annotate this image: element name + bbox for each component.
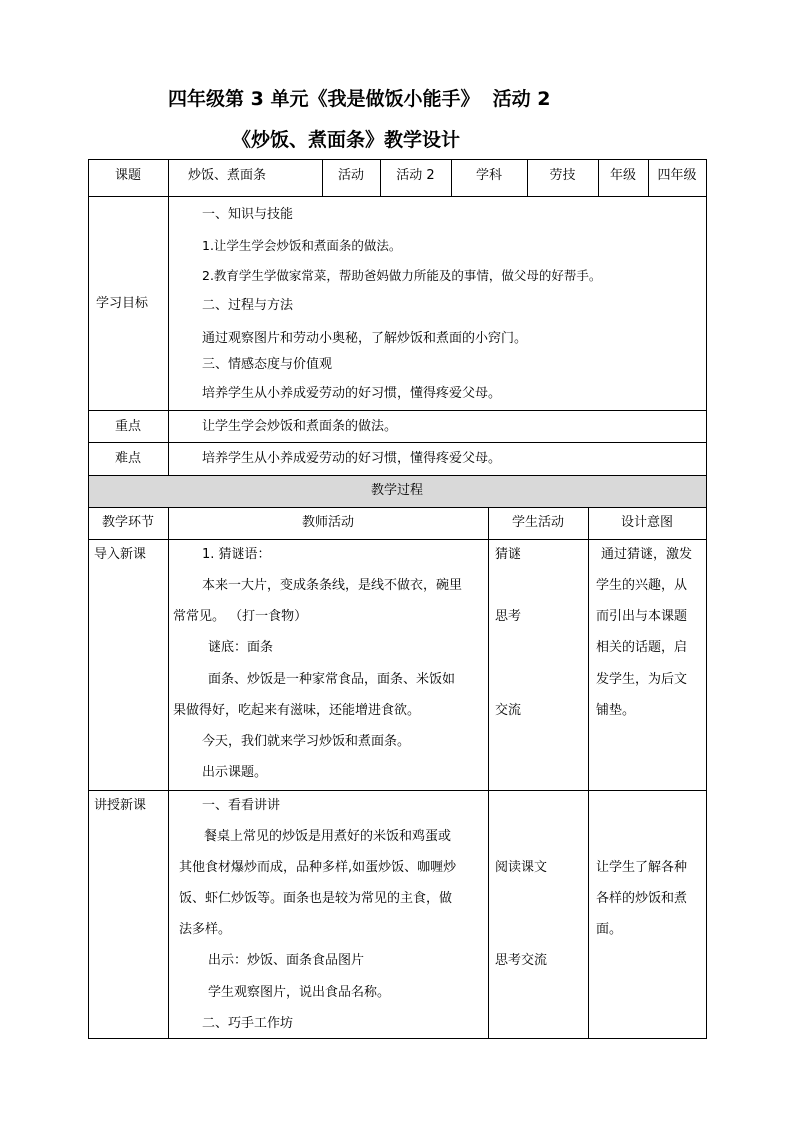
subject-label: 课题 <box>114 168 141 183</box>
lecture-teacher-line: 二、巧手工作坊 <box>202 1016 294 1031</box>
intro-student-activity: 思考 <box>495 609 522 624</box>
objectives-line: 三、情感态度与价值观 <box>202 357 333 372</box>
subject-value: 炒饭、煮面条 <box>188 168 267 183</box>
lecture-teacher-line: 饭、虾仁炒饭等。面条也是较为常见的主食，做 <box>179 891 453 906</box>
discipline-value: 劳技 <box>549 168 576 183</box>
lecture-intent-line: 各样的炒饭和煮 <box>596 891 688 906</box>
intro-teacher-line: 面条、炒饭是一种家常食品，面条、米饭如 <box>208 672 456 687</box>
difficulty-label: 难点 <box>114 451 141 466</box>
column-header-stage: 教学环节 <box>101 515 154 530</box>
lecture-teacher-line: 一、看看讲讲 <box>202 798 281 813</box>
discipline-label: 学科 <box>475 168 502 183</box>
intro-intent-line: 通过猜谜，激发 <box>601 547 693 562</box>
lecture-teacher-line: 其他食材爆炒而成，品种多样,如蛋炒饭、咖喱炒 <box>179 860 457 875</box>
difficulty-text: 培养学生从小养成爱劳动的好习惯，懂得疼爱父母。 <box>202 451 502 466</box>
intro-intent-line: 发学生，为后文 <box>596 672 688 687</box>
objectives-line: 1.让学生学会炒饭和煮面条的做法。 <box>202 238 402 253</box>
intro-teacher-line: 谜底：面条 <box>208 640 274 655</box>
intro-teacher-line: 本来一大片，变成条条线，是线不做衣，碗里 <box>202 578 463 593</box>
lecture-student-activity: 阅读课文 <box>495 860 548 875</box>
lecture-intent-line: 让学生了解各种 <box>596 860 688 875</box>
lecture-teacher-line: 出示：炒饭、面条食品图片 <box>208 953 365 968</box>
activity-label: 活动 <box>337 168 364 183</box>
lecture-teacher-line: 学生观察图片，说出食品名称。 <box>208 985 391 1000</box>
intro-teacher-line: 果做得好，吃起来有滋味，还能增进食欲。 <box>173 703 421 718</box>
process-header: 教学过程 <box>370 483 423 498</box>
lecture-intent-line: 面。 <box>596 922 623 937</box>
objectives-line: 一、知识与技能 <box>202 207 294 222</box>
document-title-line2: 《炒饭、煮面条》教学设计 <box>232 129 461 151</box>
column-header-student: 学生活动 <box>511 515 564 530</box>
grade-value: 四年级 <box>657 168 697 183</box>
lecture-teacher-line: 餐桌上常见的炒饭是用煮好的米饭和鸡蛋或 <box>204 829 452 844</box>
intro-teacher-line: 1. 猜谜语： <box>202 547 271 562</box>
intro-teacher-line: 今天，我们就来学习炒饭和煮面条。 <box>202 734 411 749</box>
objectives-line: 通过观察图片和劳动小奥秘，了解炒饭和煮面的小窍门。 <box>202 331 528 346</box>
intro-student-activity: 交流 <box>495 703 522 718</box>
document-title-line1: 四年级第 3 单元《我是做饭小能手》 活动 2 <box>168 88 551 110</box>
lecture-stage: 讲授新课 <box>94 798 147 813</box>
objectives-line: 二、过程与方法 <box>202 298 294 313</box>
intro-student-activity: 猜谜 <box>495 547 522 562</box>
intro-teacher-line: 常常见。 （打一食物） <box>173 609 308 624</box>
objectives-line: 2.教育学生学做家常菜，帮助爸妈做力所能及的事情，做父母的好帮手。 <box>202 268 602 283</box>
intro-intent-line: 相关的话题，启 <box>596 640 688 655</box>
lecture-teacher-line: 法多样。 <box>179 922 232 937</box>
intro-intent-line: 铺垫。 <box>596 703 636 718</box>
objectives-line: 培养学生从小养成爱劳动的好习惯，懂得疼爱父母。 <box>202 386 502 401</box>
column-header-intent: 设计意图 <box>620 515 673 530</box>
intro-intent-line: 而引出与本课题 <box>596 609 688 624</box>
intro-intent-line: 学生的兴趣，从 <box>596 578 688 593</box>
intro-stage: 导入新课 <box>94 547 147 562</box>
key-point-label: 重点 <box>114 419 141 434</box>
lecture-student-activity: 思考交流 <box>495 953 548 968</box>
column-header-teacher: 教师活动 <box>301 515 354 530</box>
grade-label: 年级 <box>609 168 636 183</box>
activity-value: 活动 2 <box>396 168 435 183</box>
objectives-label: 学习目标 <box>95 296 148 311</box>
key-point-text: 让学生学会炒饭和煮面条的做法。 <box>202 419 398 434</box>
intro-teacher-line: 出示课题。 <box>202 765 268 780</box>
